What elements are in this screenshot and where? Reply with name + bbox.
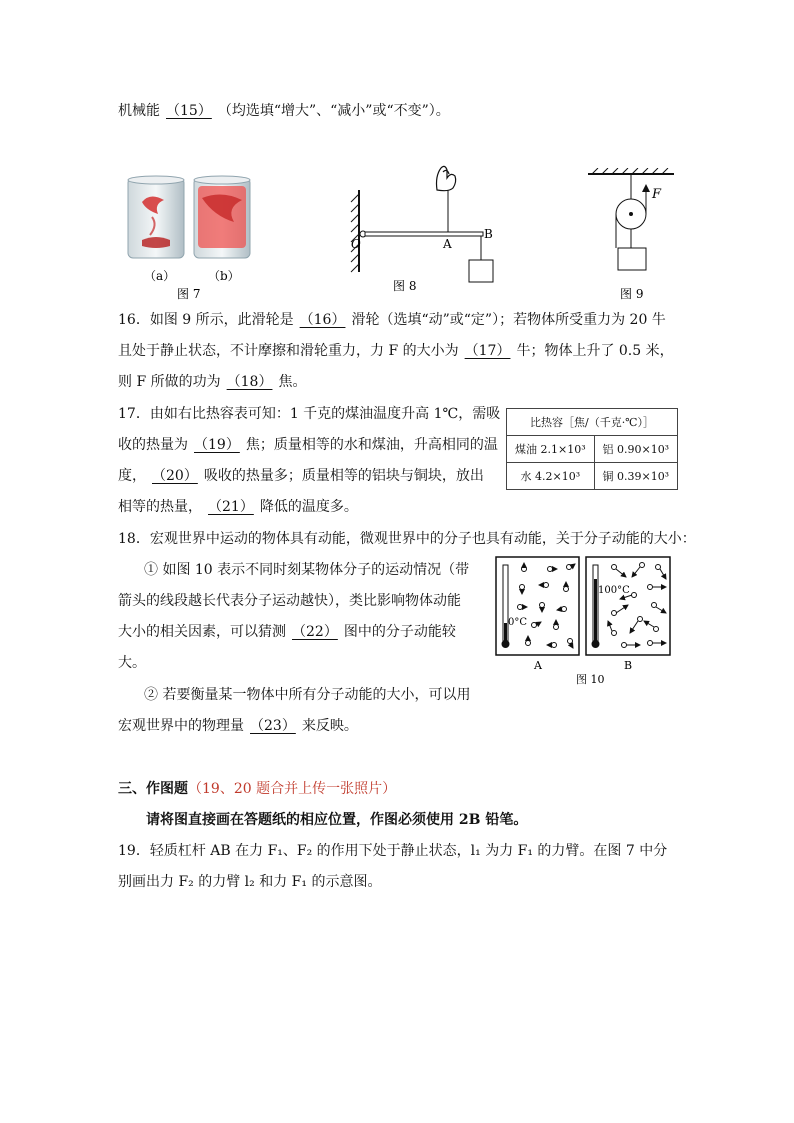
table-header: 比热容［焦/（千克·℃）］	[507, 409, 678, 436]
hand-icon	[437, 166, 456, 190]
q17-line-3: 度， （20） 吸收的热量多；质量相等的铝块与铜块，放出	[118, 468, 484, 484]
panel-a	[496, 557, 579, 672]
blank-22: （22）	[292, 624, 338, 640]
table-row: 煤油 2.1×10³ 铝 0.90×10³	[507, 436, 678, 463]
figure-10	[494, 555, 674, 687]
fig7-label-a: （a）	[144, 269, 176, 283]
figure-9	[588, 168, 678, 303]
q19-line-2: 别画出力 F₂ 的力臂 l₂ 和力 F₁ 的示意图。	[118, 874, 382, 890]
section3-heading	[118, 779, 396, 799]
beaker-a	[128, 176, 184, 258]
beaker-b	[194, 176, 250, 258]
intro-line: 机械能 （15） （均选填“增大”、“减小”或“不变”）。	[118, 103, 450, 119]
section3-note: （19、20 题合并上传一张照片）	[188, 781, 397, 797]
q18-p1-line-3: 大小的相关因素，可以猜测 （22） 图中的分子动能较	[118, 624, 456, 640]
panel-b-label: B	[624, 659, 633, 672]
q17-line-1: 17．由如右比热容表可知：1 千克的煤油温度升高 1℃，需吸	[118, 406, 501, 422]
blank-15: （15）	[166, 103, 212, 119]
q18-p2-line-2: 宏观世界中的物理量 （23） 来反映。	[118, 718, 358, 734]
q17-line-2: 收的热量为 （19） 焦；质量相等的水和煤油，升高相同的温	[118, 437, 498, 453]
q18-p1-line-2: 箭头的线段越长代表分子运动越快），类比影响物体动能	[118, 593, 461, 609]
q16-line-1: 16．如图 9 所示，此滑轮是 （16） 滑轮（选填“动”或“定”）；若物体所受重力为 20 牛	[118, 312, 666, 328]
blank-16: （16）	[299, 312, 346, 328]
blank-23: （23）	[250, 718, 296, 734]
panel-a-label: A	[534, 659, 542, 672]
blank-19: （19）	[194, 437, 240, 453]
q19-line-1: 19．轻质杠杆 AB 在力 F₁、F₂ 的作用下处于静止状态，l₁ 为力 F₁ 的力臂。在图 7 中分	[118, 843, 668, 859]
fig8-label-a: A	[443, 237, 452, 251]
temp-label-b: 100°C	[598, 585, 630, 596]
fig7-label-b: （b）	[208, 269, 240, 283]
fig7-caption: 图 7	[177, 287, 201, 301]
fig8-label-o: O	[351, 237, 361, 251]
fig8-caption: 图 8	[393, 279, 417, 293]
fig8-label-b: B	[484, 227, 493, 241]
lever-bar	[365, 232, 483, 236]
load-block	[618, 248, 646, 270]
section3-instruction: 请将图直接画在答题纸的相应位置，作图必须使用 2B 铅笔。	[146, 812, 528, 828]
section3-title: 三、作图题	[118, 781, 188, 797]
blank-21: （21）	[208, 499, 254, 515]
wall-hatching	[351, 194, 359, 272]
q18-line-1: 18．宏观世界中运动的物体具有动能，微观世界中的分子也具有动能，关于分子动能的大小：	[118, 531, 696, 547]
panel-b	[586, 557, 670, 672]
q18-p2-line-1: ② 若要衡量某一物体中所有分子动能的大小，可以用	[144, 687, 471, 703]
force-arrow-icon	[642, 184, 650, 192]
q17-line-4: 相等的热量， （21） 降低的温度多。	[118, 499, 358, 515]
blank-20: （20）	[152, 468, 198, 484]
figure-7	[122, 172, 257, 302]
q18-p1-line-1: ① 如图 10 表示不同时刻某物体分子的运动情况（带	[144, 562, 470, 578]
blank-17: （17）	[464, 343, 511, 359]
q16-line-2: 且处于静止状态，不计摩擦和滑轮重力，力 F 的大小为 （17） 牛；物体上升了 0.5 米，	[118, 343, 674, 359]
fig9-label-f: F	[652, 187, 662, 202]
specific-heat-table	[506, 408, 678, 490]
figure-8	[345, 160, 505, 295]
fig10-caption: 图 10	[576, 673, 605, 686]
blank-18: （18）	[226, 374, 273, 390]
weight-block	[469, 260, 493, 282]
temp-label-a: 0°C	[508, 617, 528, 628]
q16-line-3: 则 F 所做的功为 （18） 焦。	[118, 374, 307, 390]
q18-p1-line-4: 大。	[118, 655, 146, 671]
table-row: 水 4.2×10³ 铜 0.39×10³	[507, 463, 678, 490]
fig9-caption: 图 9	[620, 287, 644, 301]
